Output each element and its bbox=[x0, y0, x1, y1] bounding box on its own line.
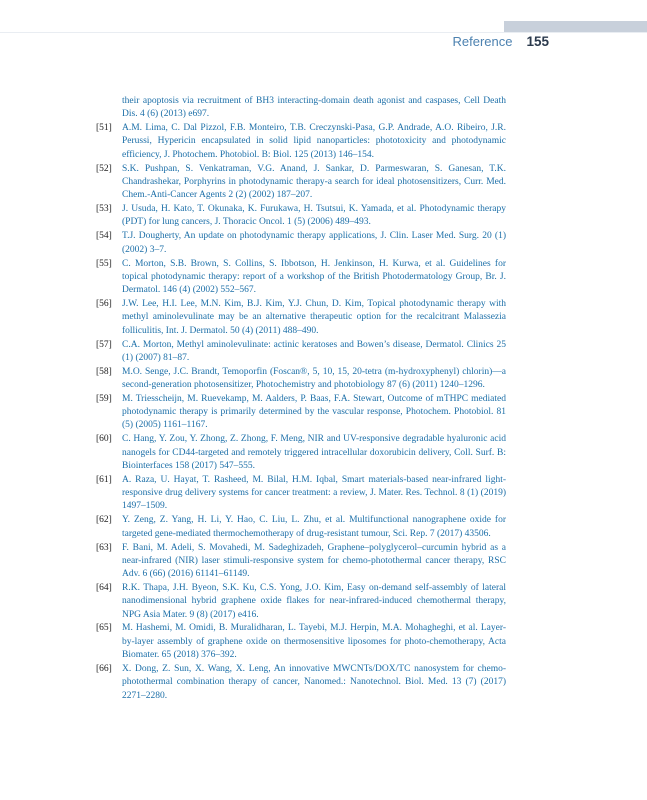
reference-item bbox=[96, 474, 506, 514]
reference-number: [61] bbox=[96, 474, 112, 485]
reference-list bbox=[96, 95, 506, 703]
reference-item bbox=[96, 582, 506, 622]
reference-item bbox=[96, 514, 506, 541]
reference-item bbox=[96, 433, 506, 473]
reference-item bbox=[96, 230, 506, 257]
reference-number: [53] bbox=[96, 204, 112, 215]
reference-item bbox=[96, 542, 506, 582]
reference-text: Y. Zeng, Z. Yang, H. Li, Y. Hao, C. Liu, L. Zhu, et al. Multifunctional nanographene oxide for targeted gene-mediated thermochemotherapy of drug-resistant tumour, Sci. Rep. 7 (2017) 43506. bbox=[122, 515, 506, 539]
reference-item bbox=[96, 122, 506, 162]
section-title: Reference bbox=[452, 34, 513, 49]
page-number: 155 bbox=[526, 34, 549, 49]
reference-item bbox=[96, 366, 506, 393]
reference-text: M.O. Senge, J.C. Brandt, Temoporfin (Foscan®, 5, 10, 15, 20-tetra (m-hydroxyphenyl) chlorin)—a second-generation photosensitizer, Photochemistry and photobiology 87 (6) (2011) 1240–1296. bbox=[122, 366, 506, 390]
reference-item bbox=[96, 663, 506, 703]
reference-text: A.M. Lima, C. Dal Pizzol, F.B. Monteiro, T.B. Creczynski-Pasa, G.P. Andrade, A.O. Ribeiro, J.R. Perussi, Hypericin encapsulated in solid lipid nanoparticles: phototoxicity and photodynamic efficiency, J. Photochem. Photobiol. B: Biol. 125 (2013) 146–154. bbox=[122, 123, 506, 160]
reference-number: [54] bbox=[96, 231, 112, 242]
reference-number: [65] bbox=[96, 623, 112, 634]
reference-item bbox=[96, 393, 506, 433]
reference-text: J.W. Lee, H.I. Lee, M.N. Kim, B.J. Kim, Y.J. Chun, D. Kim, Topical photodynamic therapy with methyl aminolevulinate may be an alternative therapeutic option for the recalcitrant Malassezia folliculitis, Int. J. Dermatol. 50 (4) (2011) 488–490. bbox=[122, 299, 506, 336]
reference-item bbox=[96, 203, 506, 230]
running-header bbox=[452, 34, 549, 49]
reference-text: M. Hashemi, M. Omidi, B. Muralidharan, L. Tayebi, M.J. Herpin, M.A. Mohagheghi, et al. Layer-by-layer assembly of graphene oxide on thermosensitive liposomes for photo-chemotherapy, Acta Biomater. 65 (2018) 376–392. bbox=[122, 623, 506, 661]
reference-number: [60] bbox=[96, 434, 112, 445]
reference-number: [52] bbox=[96, 163, 112, 174]
reference-text: C. Morton, S.B. Brown, S. Collins, S. Ibbotson, H. Jenkinson, H. Kurwa, et al. Guidelines for topical photodynamic therapy: report of a workshop of the British Photodermatology Group, Br. J. Dermatol. 146 (4) (2002) 552–567. bbox=[122, 258, 506, 296]
reference-number: [51] bbox=[96, 123, 112, 134]
reference-item bbox=[96, 258, 506, 298]
reference-number: [59] bbox=[96, 393, 112, 404]
reference-item bbox=[96, 622, 506, 662]
reference-item bbox=[96, 163, 506, 203]
reference-text: T.J. Dougherty, An update on photodynamic therapy applications, J. Clin. Laser Med. Surg. 20 (1) (2002) 3–7. bbox=[122, 231, 506, 255]
header-accent-bar bbox=[504, 21, 647, 32]
reference-number: [56] bbox=[96, 299, 112, 310]
reference-item bbox=[96, 95, 506, 122]
reference-number: [58] bbox=[96, 366, 112, 377]
reference-number: [66] bbox=[96, 663, 112, 674]
header-divider bbox=[0, 32, 647, 33]
reference-number: [57] bbox=[96, 339, 112, 350]
reference-text: M. Triesscheijn, M. Ruevekamp, M. Aalders, P. Baas, F.A. Stewart, Outcome of mTHPC mediated photodynamic therapy is primarily determined by the vascular response, Photochem. Photobiol. 81 (5) (2005) 1161–1167. bbox=[122, 393, 506, 431]
reference-number: [64] bbox=[96, 583, 112, 593]
reference-number: [62] bbox=[96, 515, 112, 526]
reference-text: F. Bani, M. Adeli, S. Movahedi, M. Sadeghizadeh, Graphene–polyglycerol–curcumin hybrid as a near-infrared (NIR) laser stimuli-responsive system for chemo-photothermal cancer therapy, RSC Adv. 6 (66) (2016) 61141–61149. bbox=[122, 542, 506, 580]
reference-number: [55] bbox=[96, 258, 112, 269]
reference-text: S.K. Pushpan, S. Venkatraman, V.G. Anand, J. Sankar, D. Parmeswaran, S. Ganesan, T.K. Chandrashekar, Porphyrins in photodynamic therapy-a search for ideal photosensitizers, Curr. Med. Chem.-Anti-Cancer Agents 2 (2) (2002) 187–207. bbox=[122, 163, 506, 201]
reference-item bbox=[96, 298, 506, 338]
reference-text: R.K. Thapa, J.H. Byeon, S.K. Ku, C.S. Yong, J.O. Kim, Easy on-demand self-assembly of lateral nanodimensional hybrid graphene oxide flakes for near-infrared-induced chemothermal therapy, NPG Asia Mater. 9 (8) (2017) e416. bbox=[122, 583, 506, 620]
reference-text: their apoptosis via recruitment of BH3 interacting-domain death agonist and caspases, Cell Death Dis. 4 (6) (2013) e697. bbox=[122, 96, 506, 120]
reference-text: X. Dong, Z. Sun, X. Wang, X. Leng, An innovative MWCNTs/DOX/TC nanosystem for chemo-photothermal combination therapy of cancer, Nanomed.: Nanotechnol. Biol. Med. 13 (7) (2017) 2271–2280. bbox=[122, 663, 506, 701]
reference-number: [63] bbox=[96, 542, 112, 553]
reference-text: C. Hang, Y. Zou, Y. Zhong, Z. Zhong, F. Meng, NIR and UV-responsive degradable hyaluronic acid nanogels for CD44-targeted and remotely triggered intracellular doxorubicin delivery, Coll. Surf. B: Biointerfaces 158 (2017) 547–555. bbox=[122, 434, 506, 471]
reference-text: A. Raza, U. Hayat, T. Rasheed, M. Bilal, H.M. Iqbal, Smart materials-based near-infrared light-responsive drug delivery systems for cancer treatment: a review, J. Mater. Res. Technol. 8 (1) (2019) 1497–1509. bbox=[122, 474, 506, 512]
reference-item bbox=[96, 339, 506, 366]
reference-text: C.A. Morton, Methyl aminolevulinate: actinic keratoses and Bowen’s disease, Dermatol. Clinics 25 (1) (2007) 81–87. bbox=[122, 339, 506, 363]
reference-text: J. Usuda, H. Kato, T. Okunaka, K. Furukawa, H. Tsutsui, K. Yamada, et al. Photodynamic therapy (PDT) for lung cancers, J. Thoracic Oncol. 1 (5) (2006) 489–493. bbox=[122, 204, 506, 228]
